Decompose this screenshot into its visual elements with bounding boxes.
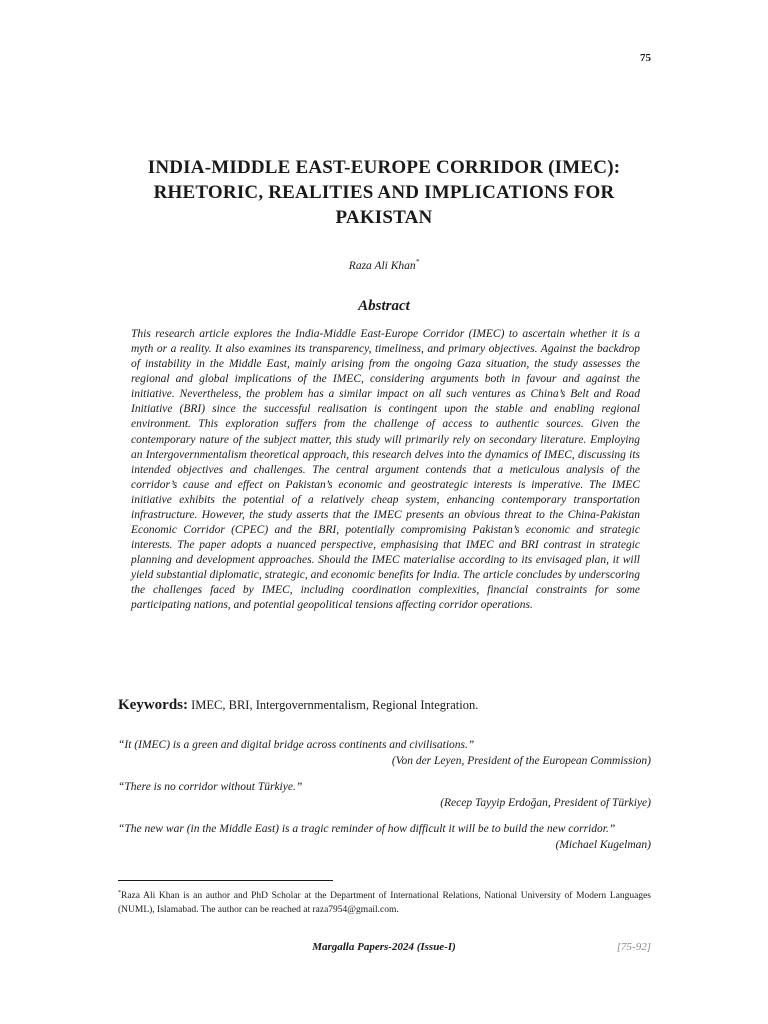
journal-name: Margalla Papers-2024 (Issue-I): [312, 941, 456, 953]
quote-attribution: (Michael Kugelman): [555, 838, 651, 851]
footnote-divider: [118, 880, 333, 881]
author-footnote-marker: *: [415, 258, 420, 266]
abstract-text: This research article explores the India-Middle East-Europe Corridor (IMEC) to ascertain whether it is a myth or a reality. It also examines its transparency, timeliness, and primary objectives. Against the backdrop of instability in the Middle East, mainly arising from the ongoing Gaza situation, the study assesses the regional and global implications of the IMEC, considering arguments both in favour and against the initiative. Nevertheless, the problem has a similar impact on all such ventures as China’s Belt and Road Initiative (BRI) since the successful realisation is contingent upon the stable and enabling regional environment. This exploration suffers from the challenge of access to authentic sources. Given the contemporary nature of the subject matter, this study will primarily rely on secondary literature. Employing an Intergovernmentalism theoretical approach, this research delves into the dynamics of IMEC, discussing its intended objectives and challenges. The central argument contends that a meticulous analysis of the corridor’s cause and effect on Pakistan’s economic and geostrategic interests is imperative. The IMEC initiative exhibits the potential of a relatively cheap system, enhancing contemporary transportation infrastructure. However, the study asserts that the IMEC presents an obvious threat to the China-Pakistan Economic Corridor (CPEC) and the BRI, potentially compromising Pakistan’s economic and strategic interests. The paper adopts a nuanced perspective, emphasising that IMEC and BRI contrast in strategic planning and development approaches. Should the IMEC materialise according to its envisaged plan, it will yield substantial diplomatic, strategic, and economic benefits for India. The article concludes by underscoring the challenges faced by IMEC, including coordination complexities, financial constraints for some participating nations, and potential geopolitical tensions affecting corridor operations.: [131, 328, 640, 612]
epigraph-quote: [118, 780, 651, 811]
article-title: INDIA-MIDDLE EAST-EUROPE CORRIDOR (IMEC): RHETORIC, REALITIES AND IMPLICATIONS FOR PAKISTAN: [147, 157, 621, 228]
keywords-label: Keywords:: [118, 697, 188, 713]
footnote-marker: *: [118, 890, 121, 896]
quote-text: “The new war (in the Middle East) is a tragic reminder of how difficult it will be to build the new corridor.”: [118, 823, 616, 835]
footnote: [118, 886, 651, 917]
abstract-heading: Abstract: [358, 298, 410, 314]
keywords-line: [118, 697, 658, 714]
epigraph-quote: [118, 822, 651, 853]
page-number: 75: [640, 52, 651, 64]
author-line: [118, 258, 650, 272]
quote-text: “It (IMEC) is a green and digital bridge across continents and civilisations.”: [118, 739, 475, 751]
quote-text: “There is no corridor without Türkiye.”: [118, 781, 303, 793]
page-range: [75-92]: [616, 941, 651, 953]
author-name: Raza Ali Khan: [348, 259, 416, 272]
keywords-text: IMEC, BRI, Intergovernmentalism, Regional Integration.: [188, 698, 479, 712]
quote-attribution: (Von der Leyen, President of the European Commission): [391, 754, 651, 767]
epigraph-quote: [118, 738, 651, 769]
quote-attribution: (Recep Tayyip Erdoğan, President of Türkiye): [440, 796, 651, 809]
footnote-text: Raza Ali Khan is an author and PhD Scholar at the Department of International Relations, National University of Modern Languages (NUML), Islamabad. The author can be reached at raza7954@gmail.com.: [118, 891, 651, 916]
